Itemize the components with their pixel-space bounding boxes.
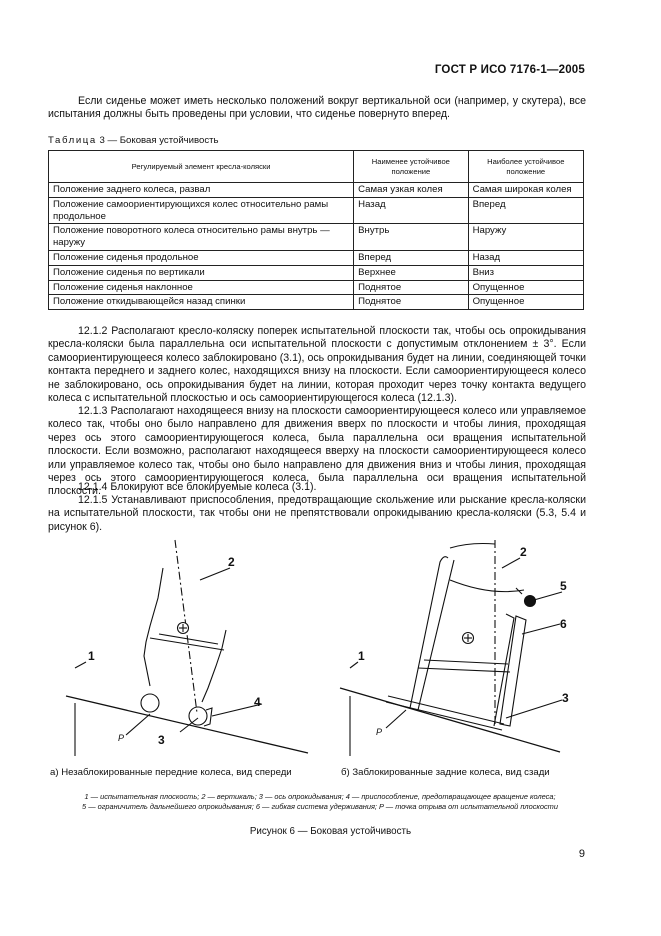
intro-paragraph: Если сиденье может иметь несколько положений вокруг вертикальной оси (например, у скутера), все испытания должны быть проведены при условии, что сиденье повернуто вперед. (48, 95, 586, 121)
label-1a: 1 (88, 649, 95, 663)
table-caption (48, 135, 219, 146)
seat-bar-upper-b (424, 660, 508, 664)
table-row (49, 280, 584, 295)
table-row (49, 183, 584, 198)
figure-a-front-view (66, 540, 308, 756)
leader-6 (522, 624, 560, 634)
table-cell: Вниз (468, 265, 583, 280)
subcaption-b: б) Заблокированные задние колеса, вид сзади (341, 767, 550, 778)
angle-arc-b (450, 544, 495, 549)
frame-right-inner-b (494, 614, 514, 726)
table-cell: Положение сиденья по вертикали (49, 265, 354, 280)
table-row (49, 224, 584, 251)
table-row (49, 265, 584, 280)
table-cell: Поднятое (354, 280, 468, 295)
wheelchair-frame-right-a (202, 630, 226, 702)
seat-line-a (150, 638, 224, 650)
backrest-curve-b (450, 580, 524, 592)
table-cell: Вперед (354, 250, 468, 265)
table-cell: Поднятое (354, 295, 468, 310)
subcaption-a: а) Незаблокированные передние колеса, вид спереди (50, 767, 292, 778)
frame-left-outer-b (410, 557, 448, 708)
leader-p-a (126, 714, 150, 735)
leader-1a (75, 662, 86, 668)
test-plane-b (340, 688, 560, 752)
label-4: 4 (254, 695, 261, 709)
label-p-b: P (376, 727, 383, 737)
stability-table (48, 150, 584, 310)
table-cell: Положение сиденья продольное (49, 250, 354, 265)
figure-drawing (40, 538, 600, 758)
table-row (49, 197, 584, 224)
test-plane-a (66, 696, 308, 753)
front-wheel-left-a (141, 694, 159, 712)
figure-6 (40, 538, 600, 758)
legend-line-2: 5 — ограничитель дальнейшего опрокидывания; 6 — гибкая система удерживания; P — точка отрыва от испытательной плоскости (82, 802, 558, 811)
table-cell: Опущенное (468, 295, 583, 310)
table-header-most: Наиболее устойчивое положение (468, 151, 583, 183)
leader-3b (506, 700, 562, 718)
paragraph-12-1-5: 12.1.5 Устанавливают приспособления, предотвращающие скольжение или рыскание кресла-коляски на испытательной плоскости, так чтобы они не препятствовали опрокидыванию кресла-коляски (5.3, 5.4 и рисунок 6). (48, 494, 586, 533)
table-cell: Самая широкая колея (468, 183, 583, 198)
figure-legend (40, 792, 600, 812)
seat-bar-b (418, 668, 510, 672)
table-cell: Наружу (468, 224, 583, 251)
label-1b: 1 (358, 649, 365, 663)
table-cell: Назад (468, 250, 583, 265)
figure-b-rear-view (340, 540, 562, 756)
table-cell: Положение самоориентирующихся колес относительно рамы продольное (49, 197, 354, 224)
table-cell: Положение поворотного колеса относительно рамы внутрь — наружу (49, 224, 354, 251)
table-caption-label: Таблица (48, 135, 97, 146)
tip-limiter-b (525, 596, 536, 607)
leader-p-b (386, 710, 406, 728)
table-cell: Самая узкая колея (354, 183, 468, 198)
label-p-a: P (118, 733, 125, 743)
document-code: ГОСТ Р ИСО 7176-1—2005 (434, 64, 585, 76)
wheelchair-frame-left-a (144, 568, 163, 686)
table-caption-title: 3 — Боковая устойчивость (96, 135, 219, 146)
table-cell: Внутрь (354, 224, 468, 251)
label-2a: 2 (228, 555, 235, 569)
table-cell: Вперед (468, 197, 583, 224)
paragraph-12-1-3: 12.1.3 Располагают находящееся внизу на плоскости самоориентирующееся колесо или управляемое колесо так, чтобы оно было направлено для движения вверх по плоскости и чтобы линия, проходящая через ось этого самоориентирующегося колеса, была параллельна оси вращения испытательной плоскости. Если возможно, располагают находящееся вверху на плоскости самоориентирующееся колесо или управляемое колесо так, чтобы оно было направлено для движения вниз и чтобы линия, проходящая через ось этого самоориентирующегося колеса, была параллельна оси вращения испытательной плоскости. (48, 405, 586, 498)
label-5: 5 (560, 579, 567, 593)
paragraph-12-1-4: 12.1.4 Блокируют все блокируемые колеса (3.1). (78, 481, 317, 493)
figure-caption: Рисунок 6 — Боковая устойчивость (249, 826, 412, 837)
leader-2a (200, 568, 230, 580)
rear-wheel-bar-b (386, 702, 502, 730)
table-cell: Верхнее (354, 265, 468, 280)
table-row (49, 250, 584, 265)
leader-1b (350, 662, 358, 668)
leader-5 (534, 592, 562, 600)
legend-line-1: 1 — испытательная плоскость; 2 — вертикаль; 3 — ось опрокидывания; 4 — приспособление, предотвращающее вращение колеса; (84, 792, 556, 801)
table-header-row (49, 151, 584, 183)
table-cell: Опущенное (468, 280, 583, 295)
label-3b: 3 (562, 691, 569, 705)
table-cell: Назад (354, 197, 468, 224)
table-header-least: Наименее устойчивое положение (354, 151, 468, 183)
label-3a: 3 (158, 733, 165, 747)
table-header-element: Регулируемый элемент кресла-коляски (49, 151, 354, 183)
table-cell: Положение сиденья наклонное (49, 280, 354, 295)
table-row (49, 295, 584, 310)
table-cell: Положение откидывающейся назад спинки (49, 295, 354, 310)
label-2b: 2 (520, 545, 527, 559)
table-cell: Положение заднего колеса, развал (49, 183, 354, 198)
page-number: 9 (578, 848, 585, 860)
paragraph-12-1-2: 12.1.2 Располагают кресло-коляску поперек испытательной плоскости так, чтобы ось опрокидывания кресла-коляски была параллельна оси испытательной плоскости с допустимым отклонением ± 3°. Если самоориентирующееся колесо заблокировано (3.1), ось опрокидывания будет на линии, соединяющей точки контакта переднего и заднего колес, находящихся внизу на плоскости. Если самоориентирующееся колесо не заблокировано, ось опрокидывания будет на линии, которая проходит через точку контакта ведущего колеса с испытательной плоскостью и ось самоориентирующегося колеса (12.1.3). (48, 325, 586, 405)
leader-2b (502, 558, 520, 568)
label-6: 6 (560, 617, 567, 631)
